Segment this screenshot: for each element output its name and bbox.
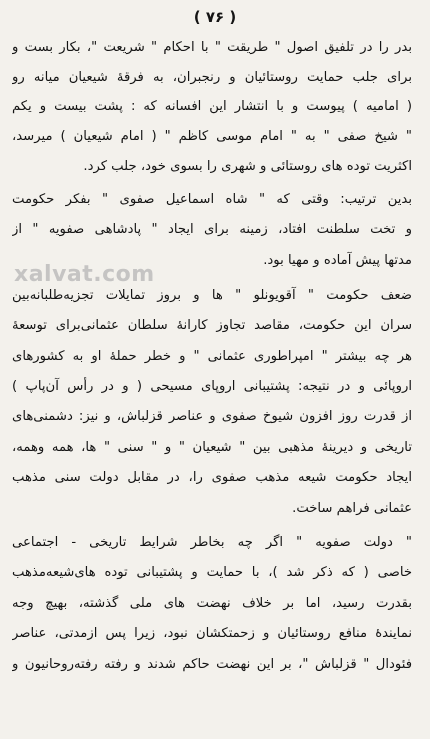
text-line: ضعف حکومت " آقویونلو " ها و بروز تمایلات تجزیه‌طلبانه‌بین [12, 288, 412, 303]
text-line: مدتها پیش آماده و مهیا بود. [263, 253, 412, 268]
text-line: خاصی ( که ذکر شد )، با حمایت و پشتیبانی توده های‌شیعه‌مذهب [12, 565, 412, 580]
text-line: برای جلب حمایت روستائیان و رنجبران، به فرقهٔ شیعیان میانه رو [12, 70, 412, 85]
text-line: بقدرت رسید، اما بر خلاف نهضت های ملی گذشته، بهیچ وجه [12, 596, 412, 611]
text-line: ایجاد حکومت شیعه مذهب صفوی را، در مقابل دولت سنی مذهب [12, 470, 412, 485]
text-line: ( امامیه ) پیوست و با انتشار این افسانه که : پشت بیست و یکم [12, 99, 412, 114]
text-line: عثمانی فراهم ساخت. [292, 501, 412, 516]
text-line: " شیخ صفی " به " امام موسی کاظم " ( امام شیعیان ) میرسد، [12, 129, 412, 144]
text-line: هر چه بیشتر " امپراطوری عثمانی " و خطر حملهٔ او به کشورهای [12, 349, 412, 364]
page-number: ( ۷۶ ) [193, 8, 237, 26]
text-line: اکثریت توده های روستائی و شهری را بسوی خود، جلب کرد. [83, 159, 412, 174]
text-line: اروپائی و در نتیجه: پشتیبانی اروپای مسیحی ( و در رأس آن‌پاپ ) [12, 379, 412, 394]
text-line: نمایندهٔ منافع روستائیان و زحمتکشان نبود، زیرا پس ازمدتی، عناصر [12, 626, 412, 641]
text-line: از قدرت روز افزون شیوخ صفوی و عناصر قزلباش، و نیز: دشمنی‌های [12, 409, 412, 424]
text-line: و تخت سلطنت افتاد، زمینه برای ایجاد " پادشاهی صفویه " از [12, 222, 412, 237]
text-line: " دولت صفویه " اگر چه بخاطر شرایط تاریخی - اجتماعی [12, 535, 412, 550]
text-line: سران این حکومت، مقاصد تجاوز کارانهٔ سلطان عثمانی‌برای توسعهٔ [12, 318, 412, 333]
text-line: فئودال " قزلباش "، بر این نهضت حاکم شدند و رفته رفته‌روحانیون و [12, 657, 412, 672]
watermark: xalvat.com [14, 262, 155, 287]
text-line: تاریخی و دیرینهٔ مذهبی بین " شیعیان " و " سنی " ها، همه وهمه، [12, 440, 412, 455]
text-line: بدر را در تلفیق اصول " طریقت " با احکام " شریعت "، بکار بست و [12, 40, 412, 55]
text-line: بدین ترتیب: وقتی که " شاه اسماعیل صفوی " بفکر حکومت [12, 192, 412, 207]
